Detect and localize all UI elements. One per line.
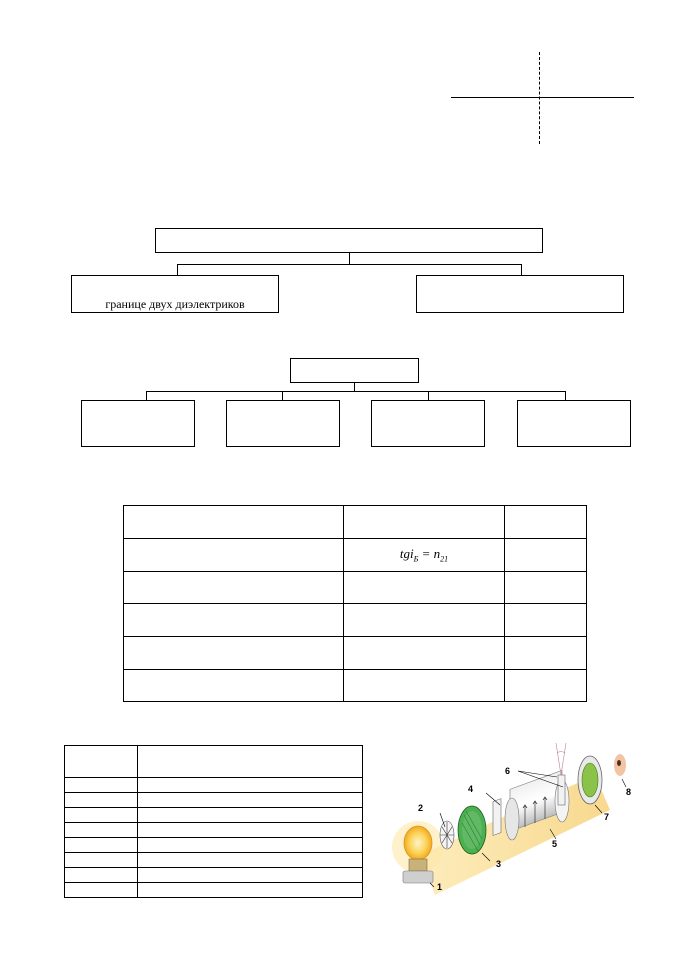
eyepiece-lens <box>582 763 598 797</box>
table-row <box>65 868 363 883</box>
table-cell <box>505 506 587 539</box>
tube-end-left <box>505 798 519 840</box>
formula-sub: Б <box>413 554 419 564</box>
table-row <box>124 539 587 572</box>
table-row <box>65 853 363 868</box>
table-cell <box>65 778 138 793</box>
table-2 <box>64 745 363 898</box>
table-row <box>124 572 587 604</box>
table-1 <box>123 505 587 702</box>
table-cell <box>65 838 138 853</box>
tree2-connector-horizontal <box>146 391 566 392</box>
table-cell <box>138 793 363 808</box>
bulb-icon <box>404 826 432 860</box>
table-row <box>124 604 587 637</box>
table-cell <box>138 838 363 853</box>
label-1: 1 <box>437 882 443 892</box>
tree2-connector-2 <box>282 391 283 400</box>
tree2-child-box-3 <box>371 400 485 447</box>
polarizer-icon <box>493 799 501 836</box>
tree2-root-box <box>290 358 419 383</box>
label-4: 4 <box>468 784 474 794</box>
table-cell <box>124 604 344 637</box>
label-2: 2 <box>418 803 424 813</box>
bulb-base <box>403 871 433 883</box>
table-row <box>65 793 363 808</box>
label-3: 3 <box>496 859 502 869</box>
tree1-connector-right <box>521 264 522 275</box>
label-5: 5 <box>552 839 558 849</box>
table-cell <box>65 746 138 778</box>
table-cell <box>344 637 505 670</box>
table-cell <box>138 778 363 793</box>
table-cell <box>65 853 138 868</box>
axis-horizontal <box>451 97 634 98</box>
table-cell <box>138 746 363 778</box>
label-8: 8 <box>626 787 632 797</box>
table-row <box>65 838 363 853</box>
table-cell <box>124 539 344 572</box>
label-6: 6 <box>505 766 511 776</box>
table-cell <box>138 808 363 823</box>
tree2-connector-root <box>354 383 355 391</box>
table-cell <box>124 572 344 604</box>
tree1-connector-horizontal <box>177 264 522 265</box>
table-row <box>124 670 587 702</box>
table-cell <box>505 670 587 702</box>
table-cell <box>505 604 587 637</box>
angle-line-2 <box>561 743 566 775</box>
angle-arc <box>557 752 565 754</box>
table-cell <box>344 604 505 637</box>
table-cell <box>344 670 505 702</box>
tree1-connector-left <box>177 264 178 275</box>
tree2-connector-3 <box>428 391 429 400</box>
table-cell <box>138 853 363 868</box>
formula-lhs: tgi <box>399 546 414 562</box>
table-cell <box>65 808 138 823</box>
formula-eq: = n <box>418 546 441 562</box>
table-row <box>65 823 363 838</box>
table-row <box>65 883 363 898</box>
table-cell <box>138 823 363 838</box>
tree1-connector-root <box>349 253 350 264</box>
formula-sub2: 21 <box>440 554 449 564</box>
table-cell <box>138 868 363 883</box>
table-row <box>65 808 363 823</box>
table-row <box>124 637 587 670</box>
table-cell <box>344 506 505 539</box>
bulb-socket <box>409 859 427 871</box>
analyzer-icon <box>558 775 565 805</box>
table-cell <box>124 506 344 539</box>
polarimeter-illustration <box>390 735 650 925</box>
table-row <box>65 746 363 778</box>
table-cell <box>124 637 344 670</box>
table-cell <box>124 670 344 702</box>
tree2-child-box-2 <box>226 400 340 447</box>
table-cell <box>505 539 587 572</box>
table-cell <box>65 793 138 808</box>
eye-pupil <box>617 760 621 766</box>
tree1-left-box <box>71 275 279 313</box>
tree2-child-box-4 <box>517 400 631 447</box>
table-row <box>65 778 363 793</box>
table-cell <box>505 637 587 670</box>
label-7: 7 <box>604 812 610 822</box>
tree1-root-box <box>155 228 543 253</box>
axis-vertical-dashed <box>539 52 540 144</box>
table-cell <box>65 868 138 883</box>
table-cell <box>344 572 505 604</box>
table-cell-formula <box>344 539 505 572</box>
tree2-connector-4 <box>565 391 566 400</box>
tree2-child-box-1 <box>81 400 195 447</box>
tree2-connector-1 <box>146 391 147 400</box>
table-cell <box>138 883 363 898</box>
table-cell <box>65 883 138 898</box>
table-row <box>124 506 587 539</box>
tree1-right-box <box>416 275 624 313</box>
table-cell <box>65 823 138 838</box>
table-cell <box>505 572 587 604</box>
angle-line-1 <box>556 743 561 775</box>
tree1-left-box-text: границе двух диэлектриков <box>105 297 245 311</box>
